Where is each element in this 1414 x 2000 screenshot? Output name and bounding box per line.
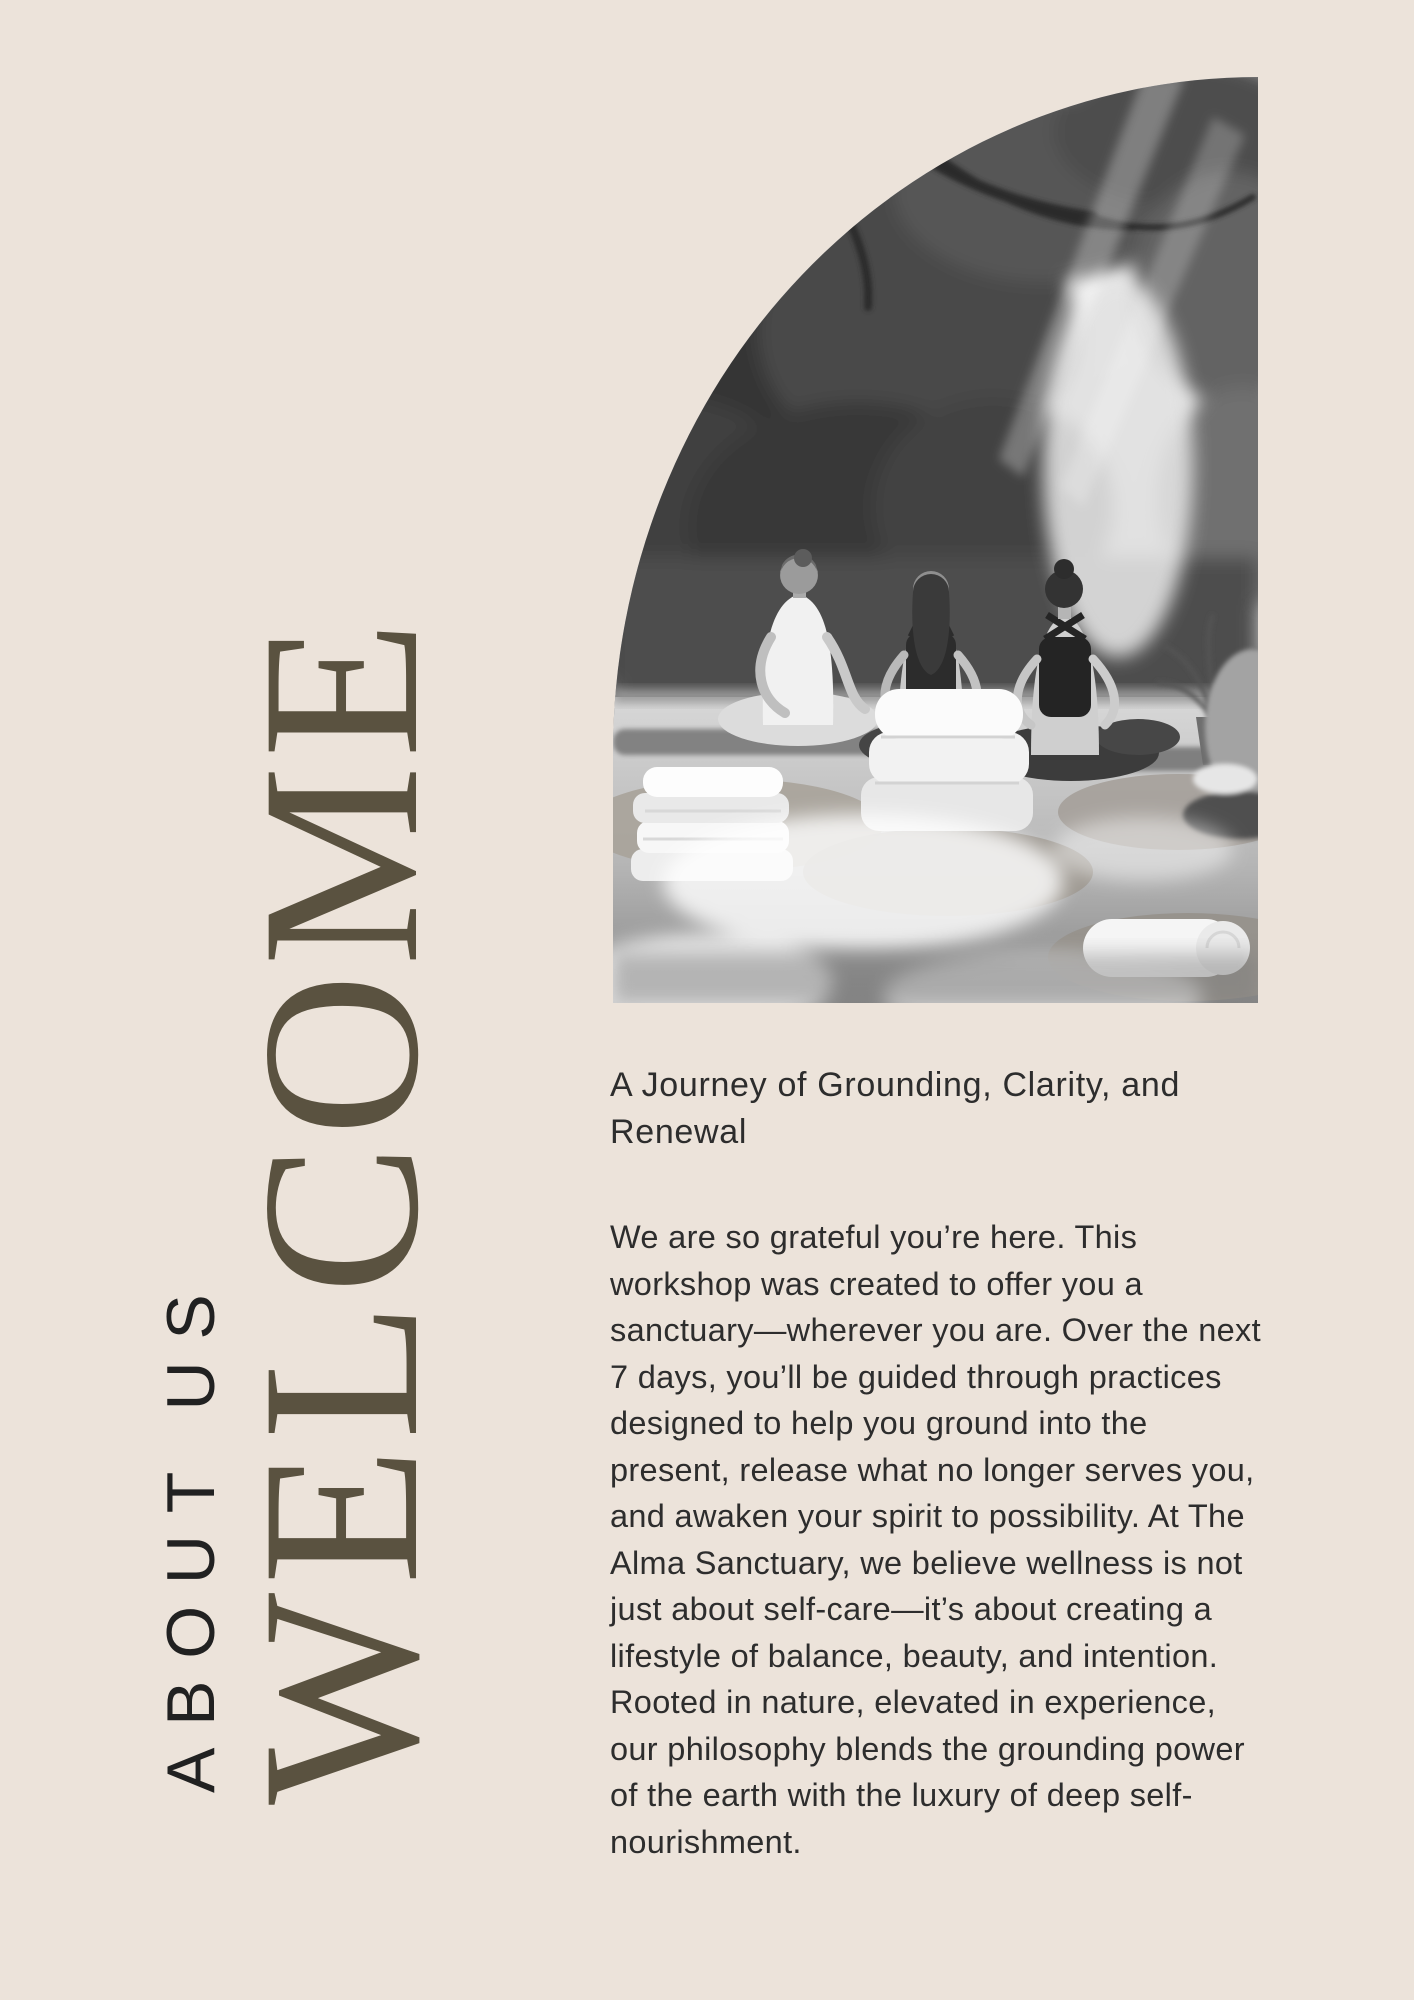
vertical-welcome-title: WELCOME	[215, 612, 465, 1805]
section-heading: A Journey of Grounding, Clarity, and Renewal	[610, 1066, 1181, 1151]
yoga-photo-illustration	[613, 77, 1258, 1003]
body-paragraph: We are so grateful you’re here. This workshop was created to offer you a sanctuary—wherever you are. Over the next 7 days, you’ll be guided through practices designed to help you ground into the present, release what no longer serves you, and awaken your spirit to possibility. At The Alma Sanctuary, we believe wellness is not just about self-care—it’s about creating a lifestyle of balance, beauty, and intention. Rooted in nature, elevated in experience, our philosophy blends the grounding power of the earth with the luxury of deep self-nourishment.	[610, 1219, 1261, 1860]
arched-yoga-photo	[613, 77, 1258, 1003]
towel-stack-center	[861, 689, 1033, 831]
vertical-about-us-label: ABOUT US	[153, 1272, 229, 1793]
